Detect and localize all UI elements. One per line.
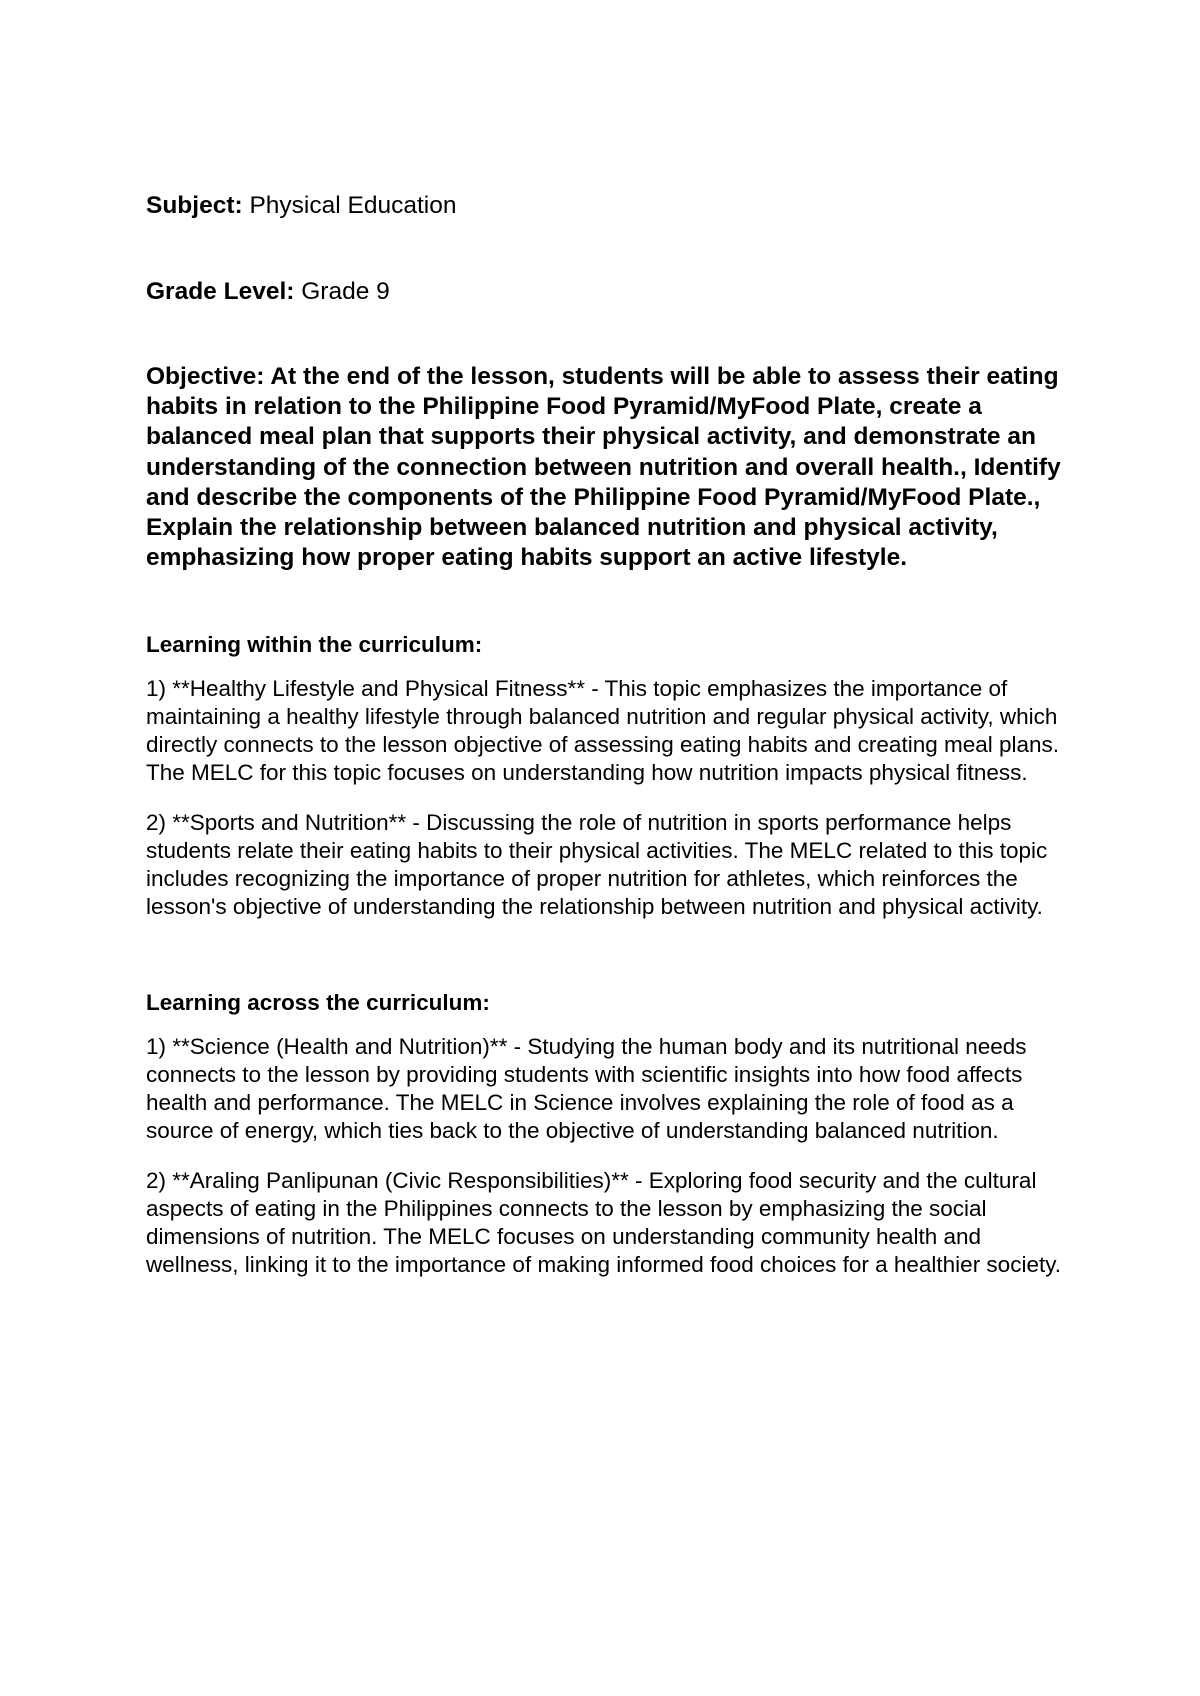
grade-level-label: Grade Level: xyxy=(146,278,295,305)
grade-level-line xyxy=(146,276,1066,307)
within-curriculum-heading: Learning within the curriculum: xyxy=(146,632,483,658)
grade-level-value: Grade 9 xyxy=(294,278,390,305)
across-curriculum-heading: Learning across the curriculum: xyxy=(146,990,490,1016)
objective-label: Objective: xyxy=(146,363,265,390)
across-curriculum-item-1: 1) **Science (Health and Nutrition)** - Studying the human body and its nutritional needs connects to the lesson by providing students with scientific insights into how food affects health and performance. The MELC in Science involves explaining the role of food as a source of energy, which ties back to the objective of understanding balanced nutrition. xyxy=(146,1034,1027,1144)
document-page xyxy=(146,190,1066,1301)
section-spacer xyxy=(146,943,1066,989)
subject-label: Subject: xyxy=(146,192,243,219)
subject-line xyxy=(146,190,1066,221)
subject-value: Physical Education xyxy=(242,192,457,219)
across-curriculum-item-2: 2) **Araling Panlipunan (Civic Responsibilities)** - Exploring food security and the cultural aspects of eating in the Philippines connects to the lesson by emphasizing the social dimensions of nutrition. The MELC focuses on understanding community health and wellness, linking it to the importance of making informed food choices for a healthier society. xyxy=(146,1168,1062,1278)
objective-text: At the end of the lesson, students will be able to assess their eating habits in relation to the Philippine Food Pyramid/MyFood Plate, create a balanced meal plan that supports their physical activity, and demonstrate an understanding of the connection between nutrition and overall health., Identify and describe the components of the Philippine Food Pyramid/MyFood Plate., Explain the relationship between balanced nutrition and physical activity, emphasizing how proper eating habits support an active lifestyle. xyxy=(146,363,1061,572)
within-curriculum-item-1: 1) **Healthy Lifestyle and Physical Fitness** - This topic emphasizes the importance of maintaining a healthy lifestyle through balanced nutrition and regular physical activity, which directly connects to the lesson objective of assessing eating habits and creating meal plans. The MELC for this topic focuses on understanding how nutrition impacts physical fitness. xyxy=(146,676,1060,786)
within-curriculum-item-2: 2) **Sports and Nutrition** - Discussing the role of nutrition in sports performance helps students relate their eating habits to their physical activities. The MELC related to this topic includes recognizing the importance of proper nutrition for athletes, which reinforces the lesson's objective of understanding the relationship between nutrition and physical activity. xyxy=(146,810,1048,920)
objective-paragraph xyxy=(146,362,1066,573)
